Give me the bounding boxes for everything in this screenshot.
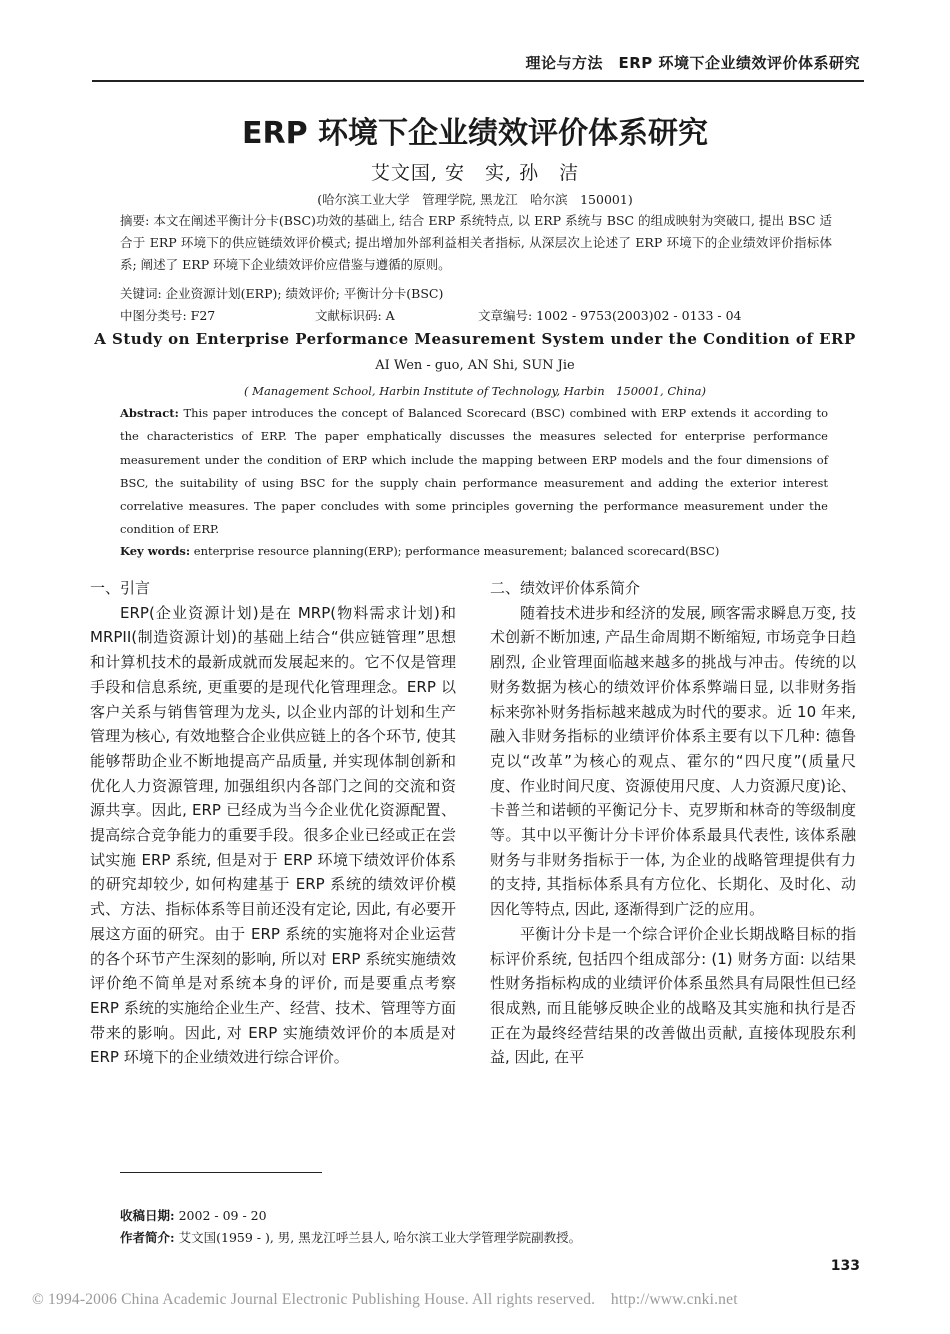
body-paragraph: 随着技术进步和经济的发展, 顾客需求瞬息万变, 技术创新不断加速, 产品生命周期不断缩短, 市场竞争日趋剧烈, 企业管理面临越来越多的挑战与冲击。传统的以财务数据为核心的绩效评价体系弊端日显, 以非财务指标来弥补财务指标越来越成为时代的要求。近 10 年来, 融入非财务指标的业绩评价体系主要有以下几种: 德鲁克以“改革”为核心的观点、霍尔的“四尺度”(质量尺度、作业时间尺度、资源使用尺度、人力资源尺度)论、卡普兰和诺顿的平衡记分卡、克罗斯和林奇的等级制度等。其中以平衡计分卡评价体系最具代表性, 该体系融财务与非财务指标于一体, 为企业的战略管理提供有力的支持, 其指标体系具有方位化、长期化、及时化、动因化等特点, 因此, 逐渐得到广泛的应用。 (490, 603, 856, 919)
received-date: 2002 - 09 - 20 (178, 1208, 267, 1223)
abstract-cn: 摘要: 本文在阐述平衡计分卡(BSC)功效的基础上, 结合 ERP 系统特点, 以 ERP 系统与 BSC 的组成映射为突破口, 提出 BSC 适合于 ERP 环境下的供应链绩效评价模式; 提出增加外部利益相关者指标, 从深层次上论述了 ERP 环境下的企业绩效评价指标体系; 阐述了 ERP 环境下企业绩效评价应借鉴与遵循的原则。 (120, 213, 832, 272)
clc-number: 中图分类号: F27 (120, 308, 216, 323)
body-paragraph: 平衡计分卡是一个综合评价企业长期战略目标的指标评价系统, 包括四个组成部分: (1) 财务方面: 以结果性财务指标构成的业绩评价体系虽然具有局限性但已经很成熟, 而且能够反映企业的战略及其实施和执行是否正在为最终经营结果的改善做出贡献, 直接体现股东利益, 因此, 在平 (490, 924, 856, 1067)
article-number: 文章编号: 1002 - 9753(2003)02 - 0133 - 04 (478, 308, 742, 323)
abstract-en-text: This paper introduces the concept of Balanced Scorecard (BSC) combined with ERP extends it according to the characteristics of ERP. The paper emphatically discusses the measures selected for enterprise performance measurement under the condition of ERP which include the mapping between ERP models and the four dimensions of BSC, the suitability of using BSC for the supply chain performance measurement and adding the exterior interest correlative measures. The paper concludes with some principles governing the performance measurement under the condition of ERP. (120, 406, 828, 537)
body-paragraph: ERP(企业资源计划)是在 MRP(物料需求计划)和 MRPII(制造资源计划)的基础上结合“供应链管理”思想和计算机技术的最新成就而发展起来的。它不仅是管理手段和信息系统, 更重要的是现代化管理理念。ERP 以客户关系与销售管理为龙头, 以企业内部的计划和生产管理为核心, 有效地整合企业供应链上的各个环节, 使其能够帮助企业不断地提高产品质量, 并实现体制创新和优化人力资源管理, 加强组织内各部门之间的交流和资源共享。因此, ERP 已经成为当今企业优化资源配置、提高综合竞争能力的重要手段。很多企业已经或正在尝试实施 ERP 系统, 但是对于 ERP 环境下绩效评价体系的研究却较少, 如何构建基于 ERP 系统的绩效评价模式、方法、指标体系等目前还没有定论, 因此, 有必要开展这方面的研究。由于 ERP 系统的实施将对企业运营的各个环节产生深刻的影响, 所以对 ERP 系统实施绩效评价绝不简单是对系统本身的评价, 而是要重点考察 ERP 系统的实施给企业生产、经营、技术、管理等方面带来的影响。因此, 对 ERP 实施绩效评价的本质是对 ERP 环境下的企业绩效进行综合评价。 (90, 603, 456, 1067)
keywords-en-text: enterprise resource planning(ERP); performance measurement; balanced scorecard(BSC) (193, 544, 720, 558)
body-right-column (490, 576, 856, 1070)
section-heading-intro: 一、引言 (90, 579, 151, 597)
keywords-cn: 关键词: 企业资源计划(ERP); 绩效评价; 平衡计分卡(BSC) (120, 286, 444, 301)
page-number: 133 (830, 1258, 860, 1274)
keywords-en-label: Key words: (120, 544, 191, 558)
footnote-received (120, 1206, 267, 1224)
paper-title-en: A Study on Enterprise Performance Measurement System under the Condition of ERP (94, 330, 856, 348)
abstract-en (120, 402, 828, 542)
copyright-watermark: © 1994-2006 China Academic Journal Electronic Publishing House. All rights reserved. http://www.cnki.net (32, 1291, 738, 1308)
running-head: 理论与方法 ERP 环境下企业绩效评价体系研究 (525, 54, 860, 72)
header-rule (92, 80, 864, 82)
authors-en: AI Wen - guo, AN Shi, SUN Jie (375, 358, 575, 373)
authors-cn: 艾文国, 安 实, 孙 洁 (370, 162, 580, 184)
abstract-en-label: Abstract: (120, 406, 179, 420)
affiliation-en: ( Management School, Harbin Institute of Technology, Harbin 150001, China) (244, 384, 706, 398)
author-label: 作者简介: (120, 1230, 175, 1245)
paper-title-cn: ERP 环境下企业绩效评价体系研究 (241, 116, 709, 151)
keywords-en (120, 544, 719, 558)
document-code: 文献标识码: A (315, 308, 395, 323)
footnote-author (120, 1228, 581, 1246)
affiliation-cn: (哈尔滨工业大学 管理学院, 黑龙江 哈尔滨 150001) (317, 192, 633, 207)
footnote-rule (120, 1172, 322, 1173)
author-bio: 艾文国(1959 - ), 男, 黑龙江呼兰县人, 哈尔滨工业大学管理学院副教授。 (178, 1230, 582, 1245)
section-heading-system: 二、绩效评价体系简介 (490, 579, 641, 597)
received-label: 收稿日期: (120, 1208, 175, 1223)
body-left-column (90, 576, 456, 1070)
